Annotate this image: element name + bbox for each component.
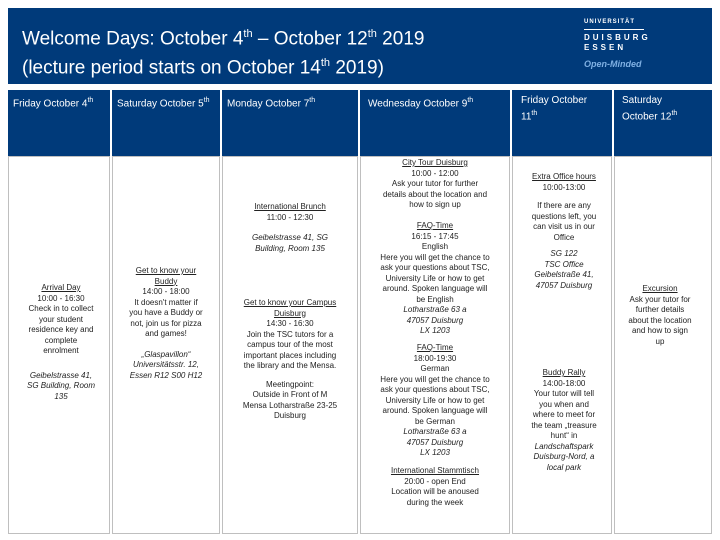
event-faq-en-room: LX 1203: [420, 326, 450, 335]
event-faq-german: [378, 343, 492, 459]
event-office-room: SG 122: [550, 249, 578, 258]
event-getknow-desc: It doesn't matter if you have a Buddy or not, join us for pizza and games!: [129, 297, 203, 338]
event-citytour-desc: Ask your tutor for further details about the location and how to sign up: [382, 179, 488, 209]
event-office-title: Extra Office hours: [532, 172, 596, 181]
logo-top-text: UNIVERSITÄT: [584, 19, 636, 25]
event-arrival-title: Arrival Day: [41, 283, 81, 292]
event-brunch: [236, 202, 344, 254]
event-faq-en-time: 16:15 - 17:45: [411, 231, 459, 241]
event-arrival-location: Geibelstrasse 41, SG Building, Room 135: [26, 370, 96, 401]
event-faq-en-street: Lotharstraße 63 a: [403, 305, 467, 314]
event-stammtisch-desc: Location will be anoused during the week: [391, 487, 479, 507]
title-line-2: (lecture period starts on October 14th 2019): [22, 57, 384, 79]
event-faq-english: [378, 221, 492, 337]
event-campus-meetingpoint: Outside in Front of M Mensa Lotharstraße 23-25 Duisburg: [242, 390, 338, 420]
event-office-hours: [528, 172, 600, 291]
event-get-to-know-buddy: [128, 266, 204, 381]
event-campus-time: 14:30 - 16:30: [266, 319, 314, 328]
event-excursion-desc: Ask your tutor for further details about the location and how to sign up: [628, 294, 692, 346]
event-faq-de-time: 18:00-19:30: [413, 353, 457, 363]
event-getknow-title: Get to know your Buddy: [135, 266, 197, 286]
event-office-address: Geibelstraße 41, 47057 Duisburg: [534, 270, 594, 290]
event-citytour-time: 10:00 - 12:00: [411, 168, 459, 178]
day-header-5: Friday October 11th: [512, 90, 612, 156]
event-rally-desc: Your tutor will tell you when and where to meet for the team „treasure hunt“ in: [531, 389, 597, 440]
title-line-1: Welcome Days: October 4th – October 12th 2019: [22, 28, 425, 50]
event-campus-title: Get to know your Campus Duisburg: [243, 298, 337, 318]
university-logo: [574, 18, 694, 80]
event-arrival-desc: Check in to collect your student residence key and complete enrolment: [28, 304, 94, 355]
event-office-time: 10:00-13:00: [542, 182, 586, 192]
event-faq-en-language: English: [421, 242, 449, 251]
day-header-1: Friday October 4th: [8, 90, 110, 156]
event-campus-tour: [240, 298, 340, 422]
event-brunch-location: Geibelstrasse 41, SG Building, Room 135: [251, 233, 329, 253]
event-office-name: TSC Office: [544, 259, 584, 269]
event-getknow-time: 14:00 - 18:00: [142, 287, 190, 296]
event-faq-en-desc: Here you will get the chance to ask your questions about TSC, University Life or how to get around. Spoken language will be English: [380, 252, 490, 304]
day-header-6: Saturday October 12th: [614, 90, 712, 156]
event-arrival: [26, 283, 96, 402]
event-stammtisch-title: International Stammtisch: [390, 466, 480, 475]
event-campus-meetingpoint-label: Meetingpoint:: [265, 379, 315, 389]
event-faq-en-title: FAQ-Time: [416, 221, 454, 230]
logo-duisburg: DUISBURG: [584, 33, 651, 42]
event-stammtisch: [380, 466, 490, 508]
event-citytour-title: City Tour Duisburg: [402, 158, 468, 167]
event-faq-de-city: 47057 Duisburg: [406, 437, 464, 447]
event-campus-desc: Join the TSC tutors for a campus tour of the most important places including the library and the Mensa.: [243, 329, 337, 370]
day-header-4: Wednesday October 9th: [360, 90, 510, 156]
event-faq-en-city: 47057 Duisburg: [406, 315, 464, 325]
slide-title: [22, 22, 424, 81]
event-faq-de-language: German: [420, 364, 450, 373]
event-getknow-location: „Glaspavillon“ Universitätsstr. 12, Essen R12 S00 H12: [129, 349, 203, 380]
logo-essen: ESSEN: [584, 43, 627, 52]
event-excursion-title: Excursion: [642, 284, 678, 293]
logo-tagline: Open-Minded: [584, 59, 642, 69]
event-arrival-time: 10:00 - 16:30: [37, 293, 85, 303]
event-brunch-title: International Brunch: [254, 202, 326, 211]
event-office-desc: If there are any questions left, you can visit us in our Office: [531, 201, 597, 242]
event-city-tour: [380, 158, 490, 211]
event-rally-location: Landschaftspark Duisburg-Nord, a local park: [533, 441, 595, 472]
event-rally-title: Buddy Rally: [542, 368, 586, 377]
event-faq-de-desc: Here you will get the chance to ask your questions about TSC, University Life or how to get around. Spoken language will be German: [380, 374, 490, 426]
event-faq-de-room: LX 1203: [420, 448, 450, 457]
event-faq-de-street: Lotharstraße 63 a: [403, 427, 467, 436]
event-brunch-time: 11:00 - 12:30: [266, 212, 314, 222]
logo-rule: [584, 29, 644, 30]
event-stammtisch-time: 20:00 - open End: [404, 476, 466, 486]
event-excursion: [628, 284, 692, 347]
day-header-2: Saturday October 5th: [112, 90, 220, 156]
event-buddy-rally: [528, 368, 600, 473]
day-header-3: Monday October 7th: [222, 90, 358, 156]
event-faq-de-title: FAQ-Time: [416, 343, 454, 352]
event-rally-time: 14:00-18:00: [542, 378, 586, 388]
